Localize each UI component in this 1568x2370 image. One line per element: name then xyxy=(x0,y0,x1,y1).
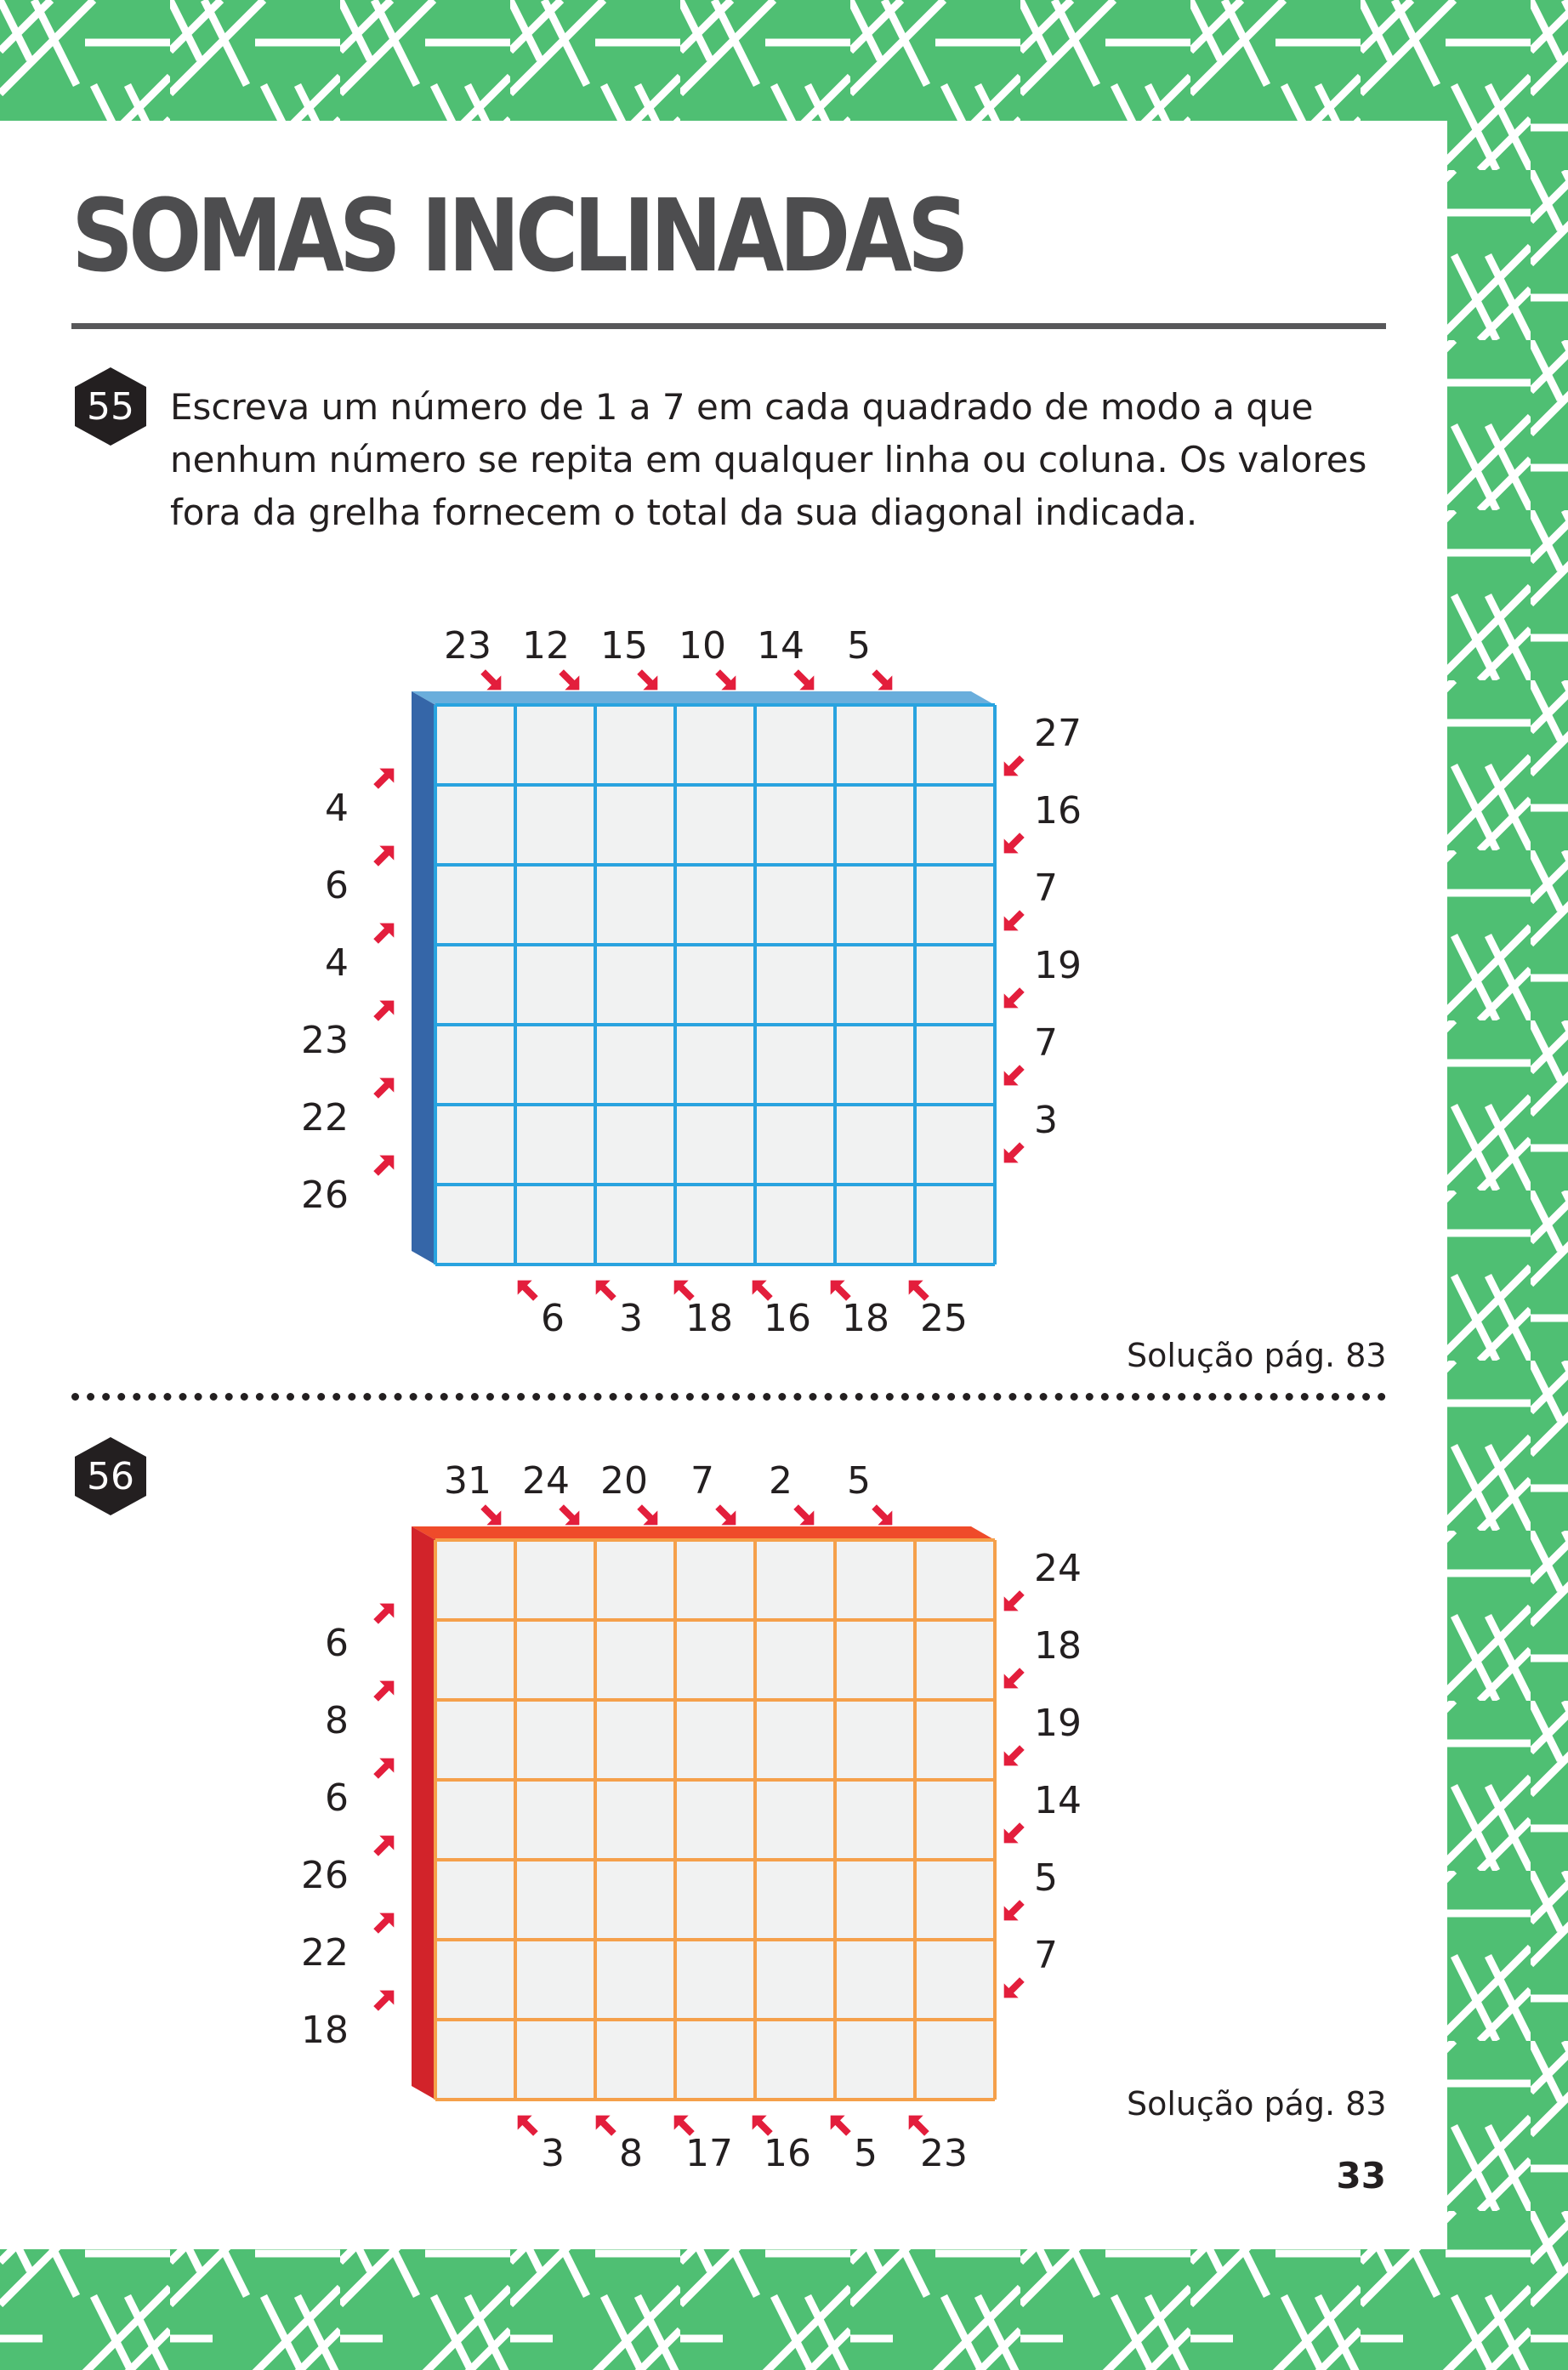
arrow-icon xyxy=(997,1895,1029,1928)
arrow-icon xyxy=(369,1596,401,1628)
puzzle-56-left-clue: 8 xyxy=(325,1699,349,1742)
puzzle-56-bottom-clue: 23 xyxy=(920,2132,968,2175)
arrow-shape xyxy=(369,1596,401,1628)
arrow-shape xyxy=(510,2108,543,2140)
puzzle-56-bottom-clue: 3 xyxy=(541,2132,565,2175)
arrow-icon xyxy=(369,1751,401,1783)
puzzle-55-left-clue: 4 xyxy=(325,941,349,985)
puzzle-56-left-clue: 6 xyxy=(325,1622,349,1665)
puzzle-55-bottom-clue: 18 xyxy=(685,1297,733,1340)
puzzle-56-right-clue: 18 xyxy=(1034,1624,1082,1668)
puzzle-55-left-clue: 6 xyxy=(325,864,349,907)
puzzle-56-side-face xyxy=(412,1526,435,2100)
puzzle-55-right-clue: 27 xyxy=(1034,712,1082,755)
puzzle-56-top-clue: 5 xyxy=(847,1459,871,1503)
arrow-shape xyxy=(588,2108,621,2140)
arrow-shape xyxy=(369,1828,401,1861)
arrow-icon xyxy=(588,2108,621,2140)
puzzle-56-left-clue: 22 xyxy=(301,1931,349,1975)
arrow-shape xyxy=(823,2108,855,2140)
puzzle-55-right-clue: 3 xyxy=(1034,1099,1058,1142)
puzzle-56-bottom-clue: 5 xyxy=(854,2132,878,2175)
puzzle-55-top-clue: 15 xyxy=(600,624,648,668)
puzzle-55-top-clue: 5 xyxy=(847,624,871,668)
puzzle-55-top-clue: 14 xyxy=(757,624,804,668)
arrow-icon xyxy=(510,2108,543,2140)
puzzle-56-bottom-clue: 8 xyxy=(619,2132,643,2175)
arrow-icon xyxy=(823,2108,855,2140)
arrow-icon xyxy=(369,1983,401,2015)
arrow-shape xyxy=(997,1586,1029,1618)
puzzle-55-bottom-clue: 25 xyxy=(920,1297,968,1340)
arrow-shape xyxy=(369,1674,401,1706)
arrow-icon xyxy=(997,1663,1029,1696)
puzzle-55-left-clue: 4 xyxy=(325,787,349,830)
arrow-icon xyxy=(369,1906,401,1938)
arrow-shape xyxy=(997,1741,1029,1773)
puzzle-56-bottom-clue: 16 xyxy=(764,2132,811,2175)
puzzle-56-right-clue: 5 xyxy=(1034,1856,1058,1900)
puzzle-56-top-clue: 2 xyxy=(769,1459,793,1503)
arrow-shape xyxy=(369,1906,401,1938)
puzzle-55-top-clue: 10 xyxy=(679,624,726,668)
arrow-shape xyxy=(997,1973,1029,2005)
instruction-line: Escreva um número de 1 a 7 em cada quadrado de modo a que xyxy=(170,386,1314,428)
arrow-shape xyxy=(369,1751,401,1783)
puzzle-56-right-clue: 7 xyxy=(1034,1934,1058,1977)
puzzle-56-background xyxy=(435,1540,995,2100)
arrow-shape xyxy=(997,1818,1029,1850)
puzzle-55-right-clue: 7 xyxy=(1034,867,1058,910)
arrow-icon xyxy=(997,1973,1029,2005)
arrow-icon xyxy=(997,1818,1029,1850)
puzzle-55-number: 55 xyxy=(87,384,134,429)
puzzle-56-right-clue: 14 xyxy=(1034,1779,1082,1822)
puzzle-56-top-clue: 20 xyxy=(600,1459,648,1503)
instruction-line: fora da grelha fornecem o total da sua diagonal indicada. xyxy=(170,492,1198,533)
puzzle-56-top-clue: 24 xyxy=(522,1459,570,1503)
arrow-shape xyxy=(997,1895,1029,1928)
puzzle-55-top-clue: 23 xyxy=(444,624,491,668)
puzzle-56-number: 56 xyxy=(87,1454,134,1498)
page-title: SOMAS INCLINADAS xyxy=(71,177,964,294)
arrow-shape xyxy=(369,1983,401,2015)
instruction-line: nenhum número se repita em qualquer linha ou coluna. Os valores xyxy=(170,439,1367,480)
solution-reference-55: Solução pág. 83 xyxy=(1127,1337,1387,1374)
puzzle-55-left-clue: 22 xyxy=(301,1096,349,1140)
puzzle-56-right-clue: 24 xyxy=(1034,1547,1082,1590)
puzzle-55-bottom-clue: 6 xyxy=(541,1297,565,1340)
puzzle-55-left-clue: 26 xyxy=(301,1174,349,1217)
puzzle-56-left-clue: 18 xyxy=(301,2009,349,2052)
puzzle-55-bottom-clue: 16 xyxy=(764,1297,811,1340)
arrow-icon xyxy=(369,1674,401,1706)
puzzle-56-top-clue: 7 xyxy=(690,1459,714,1503)
page-number: 33 xyxy=(1336,2155,1386,2197)
arrow-icon xyxy=(997,1741,1029,1773)
puzzle-56-bottom-clue: 17 xyxy=(685,2132,733,2175)
solution-reference-56: Solução pág. 83 xyxy=(1127,2085,1387,2123)
puzzle-56-top-face xyxy=(412,1526,995,1540)
puzzle-56-right-clue: 19 xyxy=(1034,1702,1082,1745)
puzzle-56-left-clue: 6 xyxy=(325,1776,349,1820)
puzzle-55-right-clue: 19 xyxy=(1034,944,1082,987)
arrow-shape xyxy=(997,1663,1029,1696)
puzzle-56-left-clue: 26 xyxy=(301,1854,349,1897)
puzzle-55-right-clue: 7 xyxy=(1034,1021,1058,1065)
arrow-icon xyxy=(997,1586,1029,1618)
arrow-icon xyxy=(369,1828,401,1861)
puzzle-55-right-clue: 16 xyxy=(1034,789,1082,833)
puzzle-55-left-clue: 23 xyxy=(301,1019,349,1062)
puzzle-56-top-clue: 31 xyxy=(444,1459,491,1503)
puzzle-55-bottom-clue: 18 xyxy=(842,1297,889,1340)
puzzle-55-bottom-clue: 3 xyxy=(619,1297,643,1340)
puzzle-55-top-clue: 12 xyxy=(522,624,570,668)
